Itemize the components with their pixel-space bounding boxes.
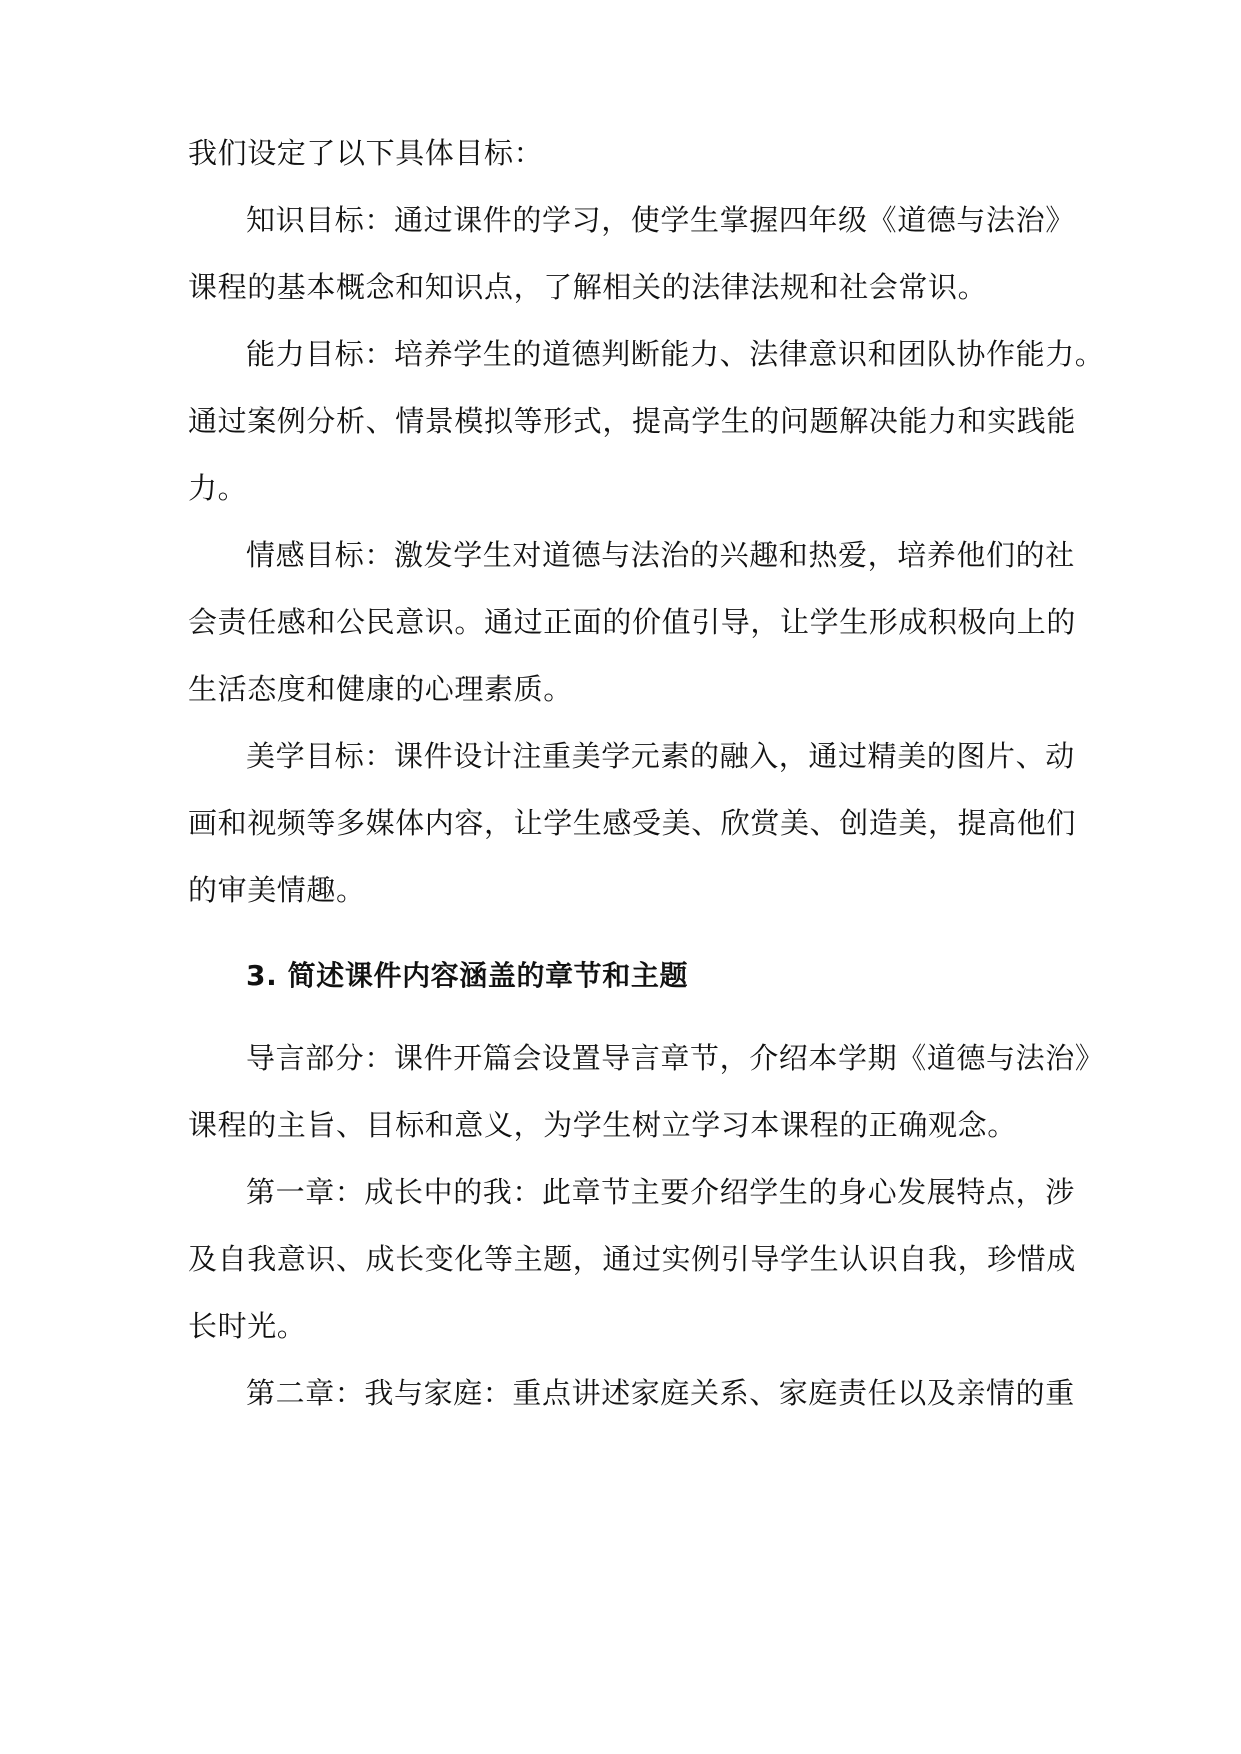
paragraph-ability-goal: 能力目标：培养学生的道德判断能力、法律意识和团队协作能力。 xyxy=(246,337,1105,371)
paragraph-goals-intro: 我们设定了以下具体目标： xyxy=(188,136,544,170)
paragraph-aesthetic-goal: 美学目标：课件设计注重美学元素的融入，通过精美的图片、动 xyxy=(246,739,1075,773)
paragraph-chapter-one-cont-2: 长时光。 xyxy=(188,1309,307,1343)
paragraph-knowledge-goal-cont: 课程的基本概念和知识点，了解相关的法律法规和社会常识。 xyxy=(188,270,988,304)
paragraph-chapter-two: 第二章：我与家庭：重点讲述家庭关系、家庭责任以及亲情的重 xyxy=(246,1376,1075,1410)
section-heading: 3. 简述课件内容涵盖的章节和主题 xyxy=(246,959,689,992)
paragraph-ability-goal-cont-2: 力。 xyxy=(188,471,248,505)
paragraph-emotion-goal-cont-2: 生活态度和健康的心理素质。 xyxy=(188,672,573,706)
paragraph-chapter-one: 第一章：成长中的我：此章节主要介绍学生的身心发展特点，涉 xyxy=(246,1175,1075,1209)
paragraph-aesthetic-goal-cont-1: 画和视频等多媒体内容，让学生感受美、欣赏美、创造美，提高他们 xyxy=(188,806,1077,840)
paragraph-knowledge-goal: 知识目标：通过课件的学习，使学生掌握四年级《道德与法治》 xyxy=(246,203,1075,237)
paragraph-introduction: 导言部分：课件开篇会设置导言章节，介绍本学期《道德与法治》 xyxy=(246,1041,1105,1075)
paragraph-emotion-goal: 情感目标：激发学生对道德与法治的兴趣和热爱，培养他们的社 xyxy=(246,538,1075,572)
paragraph-chapter-one-cont-1: 及自我意识、成长变化等主题，通过实例引导学生认识自我，珍惜成 xyxy=(188,1242,1077,1276)
paragraph-emotion-goal-cont-1: 会责任感和公民意识。通过正面的价值引导，让学生形成积极向上的 xyxy=(188,605,1077,639)
paragraph-ability-goal-cont-1: 通过案例分析、情景模拟等形式，提高学生的问题解决能力和实践能 xyxy=(188,404,1077,438)
paragraph-introduction-cont: 课程的主旨、目标和意义，为学生树立学习本课程的正确观念。 xyxy=(188,1108,1017,1142)
paragraph-aesthetic-goal-cont-2: 的审美情趣。 xyxy=(188,873,366,907)
